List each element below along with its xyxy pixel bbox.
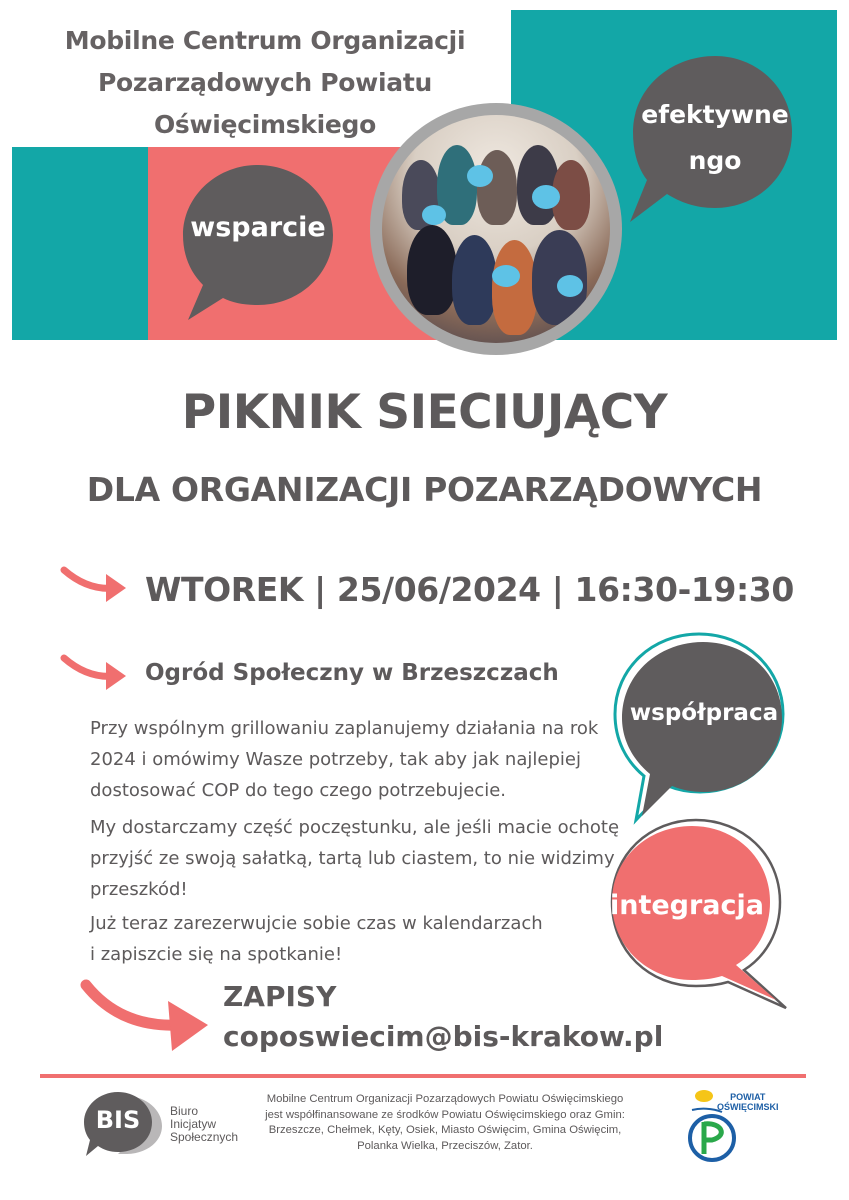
signup-email-link[interactable]: coposwiecim@bis-krakow.pl xyxy=(223,1020,664,1053)
org-title-line: Pozarządowych Powiatu xyxy=(98,68,432,97)
bubble-wspolpraca xyxy=(608,628,790,824)
arrow-icon xyxy=(60,562,130,607)
bubble-label: wsparcie xyxy=(190,212,326,243)
bubble-label: efektywne xyxy=(641,100,789,129)
paragraph-line: przyjść ze swoją sałatką, tartą lub ciastem, to nie widzimy xyxy=(90,848,615,869)
powiat-label-line: POWIAT xyxy=(730,1092,766,1102)
paragraph-line: My dostarczamy część poczęstunku, ale jeśli macie ochotę xyxy=(90,817,620,838)
bubble-efektywne-ngo xyxy=(625,52,797,224)
event-title: PIKNIK SIECIUJĄCY xyxy=(181,385,668,440)
bubble-label: integracja xyxy=(609,890,765,921)
bubble-wsparcie xyxy=(178,160,338,325)
paragraph-line: dostosować COP do tego czego potrzebujecie. xyxy=(90,780,507,801)
paragraph-line: 2024 i omówimy Wasze potrzeby, tak aby jak najlepiej xyxy=(90,749,581,770)
bis-logo xyxy=(82,1088,166,1160)
org-title-line: Mobilne Centrum Organizacji xyxy=(64,26,466,55)
bis-name-line: Społecznych xyxy=(170,1130,239,1144)
group-photo-frame xyxy=(370,103,622,355)
funding-note xyxy=(245,1092,645,1154)
bubble-label: współpraca xyxy=(629,700,779,726)
paragraph-reserve xyxy=(90,908,610,970)
speech-bubble-icon xyxy=(608,628,790,824)
bubble-integracja xyxy=(600,812,790,1012)
arrow-icon xyxy=(80,975,215,1055)
bis-name-line: Biuro xyxy=(170,1104,199,1118)
group-photo xyxy=(382,115,610,343)
paragraph-food xyxy=(90,812,620,905)
paragraph-line: Już teraz zarezerwujcie sobie czas w kalendarzach xyxy=(90,913,543,934)
bubble-label: ngo xyxy=(688,146,742,175)
paragraph-line: Przy wspólnym grillowaniu zaplanujemy działania na rok xyxy=(90,718,599,739)
bis-name xyxy=(170,1105,238,1144)
event-subtitle: DLA ORGANIZACJI POZARZĄDOWYCH xyxy=(86,470,763,509)
funding-note-line: jest współfinansowane ze środków Powiatu Oświęcimskiego oraz Gmin: xyxy=(265,1108,625,1121)
paragraph-line: przeszkód! xyxy=(90,879,188,900)
bis-name-line: Inicjatyw xyxy=(170,1117,217,1131)
speech-bubble-icon xyxy=(625,52,797,224)
bis-logo-text: BIS xyxy=(95,1106,141,1134)
paragraph-line: i zapiszcie się na spotkanie! xyxy=(90,944,343,965)
paragraph-grill xyxy=(90,713,610,806)
signup-label: ZAPISY xyxy=(223,980,337,1013)
org-title-line: Oświęcimskiego xyxy=(153,110,377,139)
funding-note-line: Brzeszcze, Chełmek, Kęty, Osiek, Miasto Oświęcim, Gmina Oświęcim, xyxy=(268,1124,622,1136)
event-date-time: WTOREK | 25/06/2024 | 16:30-19:30 xyxy=(145,570,794,609)
event-place: Ogród Społeczny w Brzeszczach xyxy=(145,660,559,686)
footer-divider xyxy=(40,1074,806,1078)
powiat-logo-label xyxy=(717,1092,779,1112)
funding-note-line: Polanka Wielka, Przeciszów, Zator. xyxy=(357,1139,533,1152)
funding-note-line: Mobilne Centrum Organizacji Pozarządowych Powiatu Oświęcimskiego xyxy=(266,1093,624,1105)
powiat-label-line: OŚWIĘCIMSKI xyxy=(717,1102,779,1112)
teal-block-left xyxy=(12,147,150,340)
arrow-icon xyxy=(60,650,130,695)
